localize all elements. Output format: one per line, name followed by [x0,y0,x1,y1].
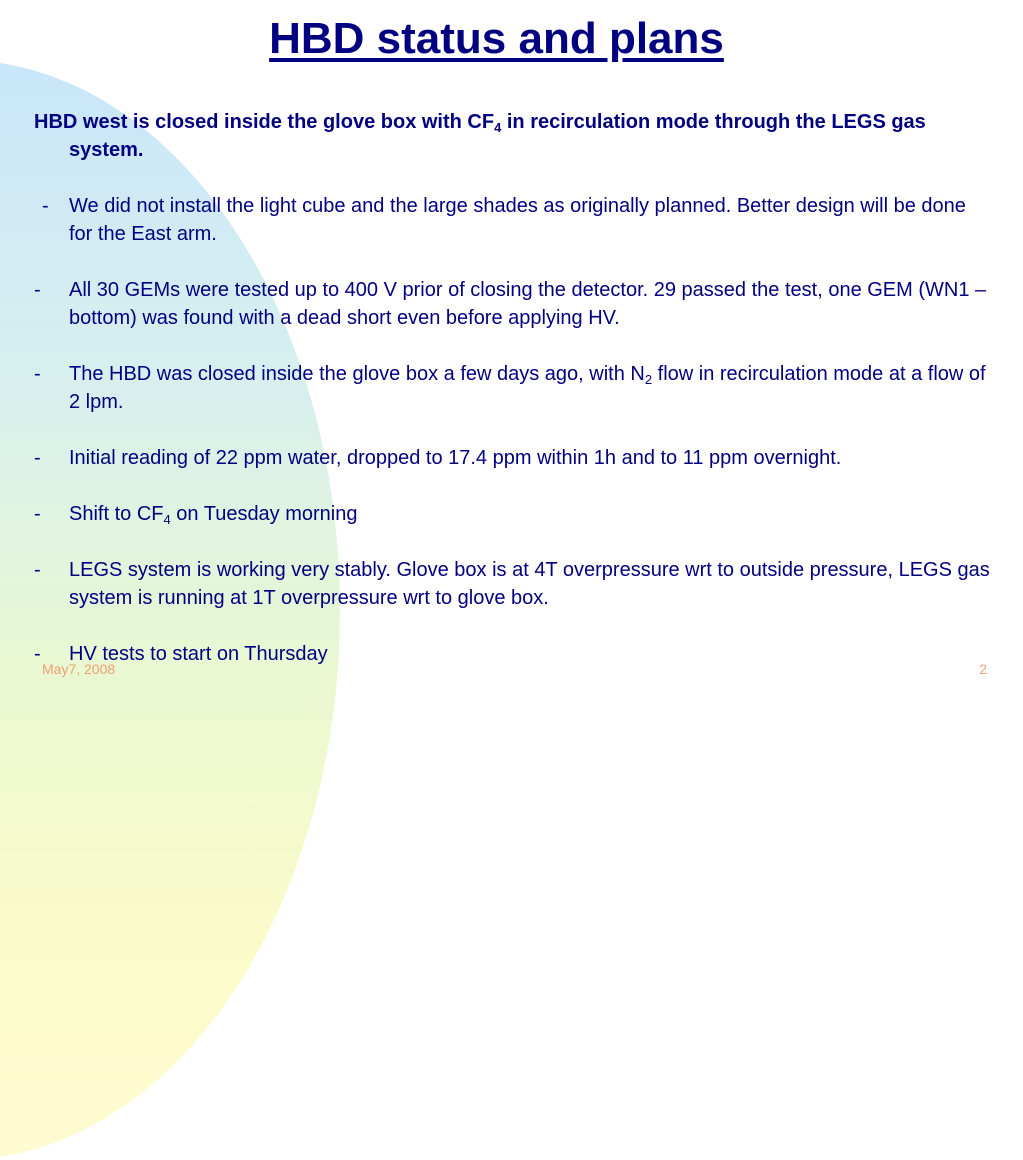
bullet-text: HV tests to start on Thursday [69,643,328,665]
bullet-dash: - [42,195,49,217]
bullet-text-part1: The HBD was closed inside the glove box a few days ago, with N [69,363,645,385]
bullet-dash: - [34,503,41,525]
footer-page-number: 2 [979,661,987,677]
bullet-item-7 [34,640,994,668]
footer-date: May7, 2008 [42,661,116,677]
bullet-subscript: 4 [163,512,171,527]
bullet-text: All 30 GEMs were tested up to 400 V prior of closing the detector. 29 passed the test, one GEM (WN1 – bottom) was found with a dead short even before applying HV. [69,279,987,329]
intro-paragraph [34,108,994,164]
bullet-text: LEGS system is working very stably. Glove box is at 4T overpressure wrt to outside pressure, LEGS gas system is running at 1T overpressure wrt to glove box. [69,559,990,609]
bullet-text-part1: Shift to CF [69,503,164,525]
bullet-item-6 [34,556,994,612]
slide-title: HBD status and plans [269,14,724,63]
bullet-subscript: 2 [644,372,653,387]
bullet-item-2 [34,276,994,332]
bullet-dash: - [34,447,41,469]
bullet-dash: - [34,279,41,301]
bullet-dash: - [34,363,41,385]
bullet-item-3 [34,360,994,416]
bullet-item-5 [34,500,994,528]
bullet-dash: - [34,559,41,581]
bullet-dash: - [34,643,41,665]
bullet-text-part2: flow in recirculation mode at a flow of 2 lpm. [69,363,986,413]
bullet-item-4 [34,444,994,472]
bullet-item-1 [34,192,994,248]
bullet-text: Initial reading of 22 ppm water, dropped to 17.4 ppm within 1h and to 11 ppm overnight. [69,447,842,469]
slide-content [34,108,994,696]
bullet-text: We did not install the light cube and the large shades as originally planned. Better design will be done for the East arm. [69,195,966,245]
intro-subscript: 4 [494,120,502,135]
bullet-text-part2: on Tuesday morning [170,503,358,525]
intro-text-part2: in recirculation mode through the LEGS gas system. [69,111,926,161]
intro-text-part1: HBD west is closed inside the glove box with CF [34,111,495,133]
